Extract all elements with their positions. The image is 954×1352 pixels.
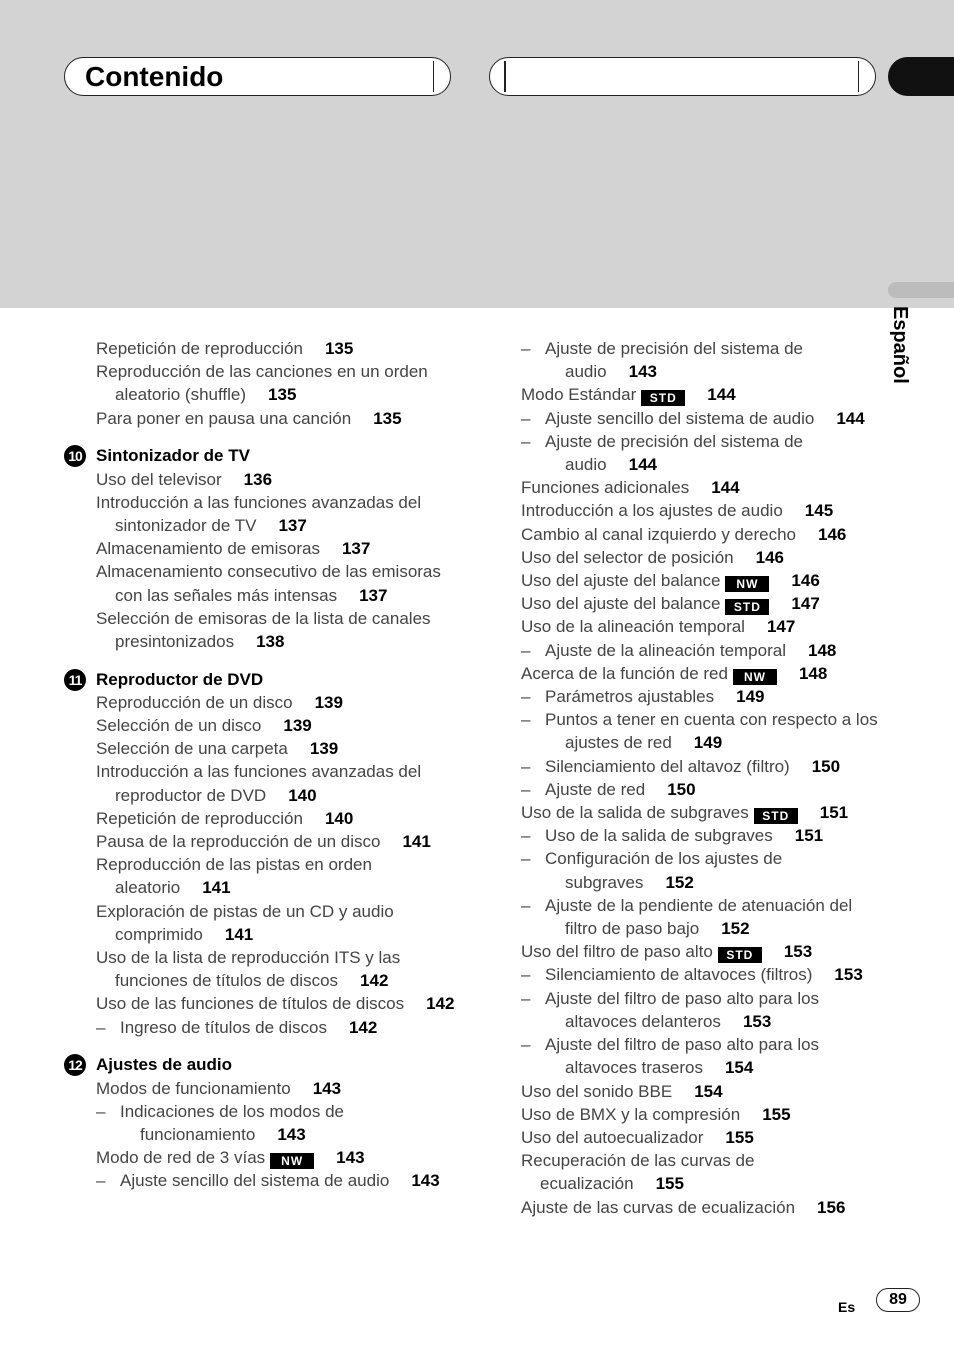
mode-badge-icon: STD <box>754 808 798 824</box>
toc-entry-text: Parámetros ajustables <box>545 687 715 707</box>
toc-entry-text: Uso de las funciones de títulos de discos <box>96 994 405 1014</box>
toc-entry-text: Ajuste de la alineación temporal <box>545 640 786 660</box>
toc-entry <box>96 830 464 853</box>
toc-subentry <box>521 337 881 383</box>
mode-badge-icon: STD <box>641 390 685 406</box>
mode-badge-icon: STD <box>725 599 769 615</box>
toc-page-number: 135 <box>268 385 297 405</box>
toc-entry-text: Uso del filtro de paso alto <box>521 942 713 962</box>
toc-subentry <box>521 708 881 754</box>
toc-page-number: 147 <box>791 594 820 614</box>
dash-marker: – <box>521 710 531 730</box>
toc-entry <box>96 853 464 899</box>
toc-page-number: 151 <box>819 803 849 823</box>
toc-page-number: 144 <box>711 478 740 498</box>
toc-page-number: 155 <box>655 1174 684 1194</box>
toc-entry-text: Ajuste de red <box>545 779 646 799</box>
toc-subentry <box>521 963 881 986</box>
page-title: Contenido <box>85 61 224 92</box>
toc-page-number: 140 <box>288 785 317 805</box>
toc-entry-text: Ajuste de precisión del sistema de audio <box>545 339 803 382</box>
toc-entry <box>96 946 464 992</box>
toc-entry-text: Para poner en pausa una canción <box>96 408 352 428</box>
frame-divider <box>504 61 506 92</box>
toc-entry <box>521 1196 881 1219</box>
toc-page-number: 137 <box>278 515 307 535</box>
toc-entry <box>521 801 881 824</box>
toc-entry-text: Reproducción de un disco <box>96 692 293 712</box>
toc-subentry <box>521 894 881 940</box>
toc-page-number: 144 <box>628 455 657 475</box>
blank-frame <box>489 57 876 96</box>
toc-entry-text: Selección de emisoras de la lista de canales presintonizados <box>96 608 431 651</box>
toc-entry <box>96 691 464 714</box>
section-number-badge: 10 <box>64 445 86 467</box>
mode-badge-icon: STD <box>718 947 762 963</box>
toc-page-number: 141 <box>202 878 231 898</box>
toc-subentry <box>96 1169 464 1192</box>
toc-page-number: 153 <box>742 1011 772 1031</box>
toc-entry <box>96 807 464 830</box>
toc-entry-text: Uso del selector de posición <box>521 547 734 567</box>
toc-page-number: 156 <box>817 1197 846 1217</box>
dash-marker: – <box>521 826 531 846</box>
dash-marker: – <box>521 687 531 707</box>
toc-page-number: 152 <box>665 872 694 892</box>
toc-entry-text: Repetición de reproducción <box>96 808 303 828</box>
toc-entry-text: Uso del ajuste del balance <box>521 594 721 614</box>
footer-page-number: 89 <box>876 1288 920 1312</box>
mode-badge-icon: NW <box>733 669 777 685</box>
toc-entry <box>96 491 464 537</box>
toc-entry-text: Ajuste de la pendiente de atenuación del filtro de paso bajo <box>545 895 853 939</box>
language-tab-marker <box>888 282 954 298</box>
toc-subentry <box>521 407 881 430</box>
section-title: Sintonizador de TV <box>96 446 250 466</box>
toc-entry <box>521 1080 881 1103</box>
toc-entry-text: Introducción a los ajustes de audio <box>521 501 783 521</box>
toc-entry <box>96 1146 464 1169</box>
toc-entry-text: Cambio al canal izquierdo y derecho <box>521 524 796 544</box>
toc-entry <box>521 546 881 569</box>
toc-entry-text: Introducción a las funciones avanzadas del sintonizador de TV <box>96 492 422 535</box>
toc-page-number: 155 <box>725 1127 754 1147</box>
toc-entry-text: Uso de la alineación temporal <box>521 617 745 637</box>
toc-page-number: 149 <box>736 687 765 707</box>
chapter-tab <box>888 57 954 96</box>
toc-entry <box>521 499 881 522</box>
dash-marker: – <box>521 640 531 660</box>
toc-page-number: 138 <box>256 631 285 651</box>
toc-entry <box>521 569 881 592</box>
toc-entry-text: Acerca de la función de red <box>521 663 728 683</box>
dash-marker: – <box>521 1035 531 1055</box>
toc-entry-text: Uso del televisor <box>96 469 222 489</box>
toc-entry <box>96 1077 464 1100</box>
toc-entry-text: Uso de la salida de subgraves <box>545 826 773 846</box>
toc-entry-text: Reproducción de las canciones en un orden aleatorio (shuffle) <box>96 362 428 405</box>
toc-page-number: 143 <box>312 1078 342 1098</box>
toc-subentry <box>521 685 881 708</box>
toc-entry-text: Selección de una carpeta <box>96 739 288 759</box>
toc-subentry <box>521 1033 881 1079</box>
toc-entry <box>96 337 464 360</box>
toc-entry-text: Ajuste sencillo del sistema de audio <box>545 408 815 428</box>
toc-entry <box>96 537 464 560</box>
toc-entry <box>521 592 881 615</box>
toc-right-column <box>521 337 881 1219</box>
toc-page-number: 139 <box>309 739 339 759</box>
toc-page-number: 150 <box>667 779 696 799</box>
frame-divider <box>858 61 860 92</box>
toc-subentry <box>521 639 881 662</box>
toc-entry <box>521 615 881 638</box>
toc-page-number: 153 <box>783 942 813 962</box>
footer-language-code: Es <box>838 1299 856 1315</box>
toc-entry <box>96 714 464 737</box>
toc-entry-text: Uso del ajuste del balance <box>521 571 721 591</box>
toc-section <box>64 1053 464 1192</box>
dash-marker: – <box>521 965 531 985</box>
dash-marker: – <box>521 895 531 915</box>
toc-entry-text: Ajuste del filtro de paso alto para los altavoces delanteros <box>545 988 820 1031</box>
toc-entry <box>96 992 464 1015</box>
toc-entry <box>96 407 464 430</box>
toc-page-number: 143 <box>628 362 657 382</box>
dash-marker: – <box>521 849 531 869</box>
toc-subentry <box>521 847 881 893</box>
toc-page-number: 143 <box>336 1148 365 1168</box>
toc-page-number: 142 <box>348 1017 378 1037</box>
toc-page-number: 141 <box>402 832 431 852</box>
toc-entry <box>521 383 881 406</box>
language-label-text: Español <box>889 306 911 384</box>
toc-entry <box>521 940 881 963</box>
toc-page-number: 153 <box>834 965 863 985</box>
toc-page-number: 151 <box>794 826 824 846</box>
dash-marker: – <box>521 779 531 799</box>
dash-marker: – <box>521 408 531 428</box>
toc-entry-text: Ajuste de las curvas de ecualización <box>521 1197 796 1217</box>
toc-entry-text: Uso de la lista de reproducción ITS y las funciones de títulos de discos <box>96 948 401 991</box>
toc-page-number: 147 <box>766 617 796 637</box>
toc-entry <box>96 560 464 606</box>
mode-badge-icon: NW <box>725 576 769 592</box>
toc-page-number: 142 <box>426 994 455 1014</box>
toc-page-number: 148 <box>798 663 828 683</box>
toc-page-number: 152 <box>721 919 750 939</box>
toc-entry-text: Ajuste del filtro de paso alto para los altavoces traseros <box>545 1035 820 1078</box>
toc-entry-text: Modo de red de 3 vías <box>96 1148 266 1168</box>
toc-entry <box>96 607 464 653</box>
toc-page-number: 155 <box>762 1104 791 1124</box>
toc-page-number: 137 <box>359 585 388 605</box>
toc-entry-text: Uso del sonido BBE <box>521 1081 673 1101</box>
toc-subentry <box>521 778 881 801</box>
toc-page-number: 145 <box>804 501 834 521</box>
section-title: Reproductor de DVD <box>96 669 264 689</box>
frame-divider <box>433 61 435 92</box>
toc-entry-text: Indicaciones de los modos de funcionamiento <box>120 1101 344 1144</box>
toc-entry <box>96 900 464 946</box>
toc-page-number: 141 <box>224 924 254 944</box>
toc-entry-text: Recuperación de las curvas de ecualización <box>521 1151 755 1194</box>
toc-page-number: 148 <box>807 640 837 660</box>
toc-left-column <box>64 337 464 1193</box>
dash-marker: – <box>96 1101 106 1121</box>
toc-page-number: 150 <box>811 756 841 776</box>
section-title: Ajustes de audio <box>96 1055 233 1075</box>
toc-entry-text: Exploración de pistas de un CD y audio comprimido <box>96 901 394 944</box>
header-banner <box>0 0 954 308</box>
toc-page-number: 154 <box>694 1081 723 1101</box>
toc-entry-text: Introducción a las funciones avanzadas del reproductor de DVD <box>96 762 422 805</box>
mode-badge-icon: NW <box>270 1153 314 1169</box>
toc-entry-text: Almacenamiento de emisoras <box>96 539 320 559</box>
toc-entry <box>521 662 881 685</box>
toc-entry <box>521 523 881 546</box>
toc-entry-text: Repetición de reproducción <box>96 339 303 358</box>
toc-entry-text: Funciones adicionales <box>521 478 690 498</box>
toc-entry-text: Silenciamiento del altavoz (filtro) <box>545 756 790 776</box>
toc-entry <box>96 760 464 806</box>
toc-section <box>64 337 464 430</box>
dash-marker: – <box>96 1017 106 1037</box>
language-label <box>889 306 933 416</box>
toc-entry-text: Modo Estándar <box>521 385 637 405</box>
toc-subentry <box>96 1100 464 1146</box>
toc-page-number: 149 <box>693 733 723 753</box>
dash-marker: – <box>521 988 531 1008</box>
toc-entry-text: Uso de la salida de subgraves <box>521 803 749 823</box>
toc-page-number: 146 <box>818 524 847 544</box>
toc-page-number: 135 <box>324 339 354 358</box>
toc-page-number: 136 <box>243 469 273 489</box>
toc-entry-text: Silenciamiento de altavoces (filtros) <box>545 965 813 985</box>
toc-page-number: 139 <box>283 716 312 736</box>
toc-subentry <box>521 987 881 1033</box>
toc-page-number: 146 <box>791 571 820 591</box>
toc-page-number: 144 <box>836 408 865 428</box>
toc-entry-text: Ingreso de títulos de discos <box>120 1017 327 1037</box>
toc-entry-text: Ajuste sencillo del sistema de audio <box>120 1171 390 1191</box>
toc-entry <box>521 1149 881 1195</box>
toc-page-number: 143 <box>411 1171 440 1191</box>
toc-entry <box>521 476 881 499</box>
toc-entry-text: Configuración de los ajustes de subgraves <box>545 849 783 892</box>
toc-subentry <box>521 824 881 847</box>
toc-page-number: 154 <box>724 1058 754 1078</box>
toc-page-number: 135 <box>373 408 402 428</box>
toc-subentry <box>96 1016 464 1039</box>
toc-section <box>64 668 464 1039</box>
section-number-badge: 12 <box>64 1054 86 1076</box>
dash-marker: – <box>521 756 531 776</box>
section-number-badge: 11 <box>64 669 86 691</box>
toc-page-number: 137 <box>341 539 371 559</box>
toc-entry-text: Selección de un disco <box>96 716 262 736</box>
dash-marker: – <box>521 339 531 358</box>
toc-page-number: 143 <box>277 1125 306 1144</box>
toc-page-number: 142 <box>360 971 389 991</box>
toc-section <box>64 444 464 653</box>
toc-entry-text: Pausa de la reproducción de un disco <box>96 832 381 852</box>
toc-entry-text: Ajuste de precisión del sistema de audio <box>545 431 803 475</box>
toc-entry-text: Uso de BMX y la compresión <box>521 1104 741 1124</box>
toc-entry-text: Uso del autoecualizador <box>521 1127 704 1147</box>
toc-page-number: 144 <box>707 385 736 405</box>
toc-entry-text: Almacenamiento consecutivo de las emisoras con las señales más intensas <box>96 562 441 605</box>
toc-entry <box>96 360 464 406</box>
toc-entry-text: Puntos a tener en cuenta con respecto a los ajustes de red <box>545 710 878 753</box>
toc-entry <box>96 468 464 491</box>
toc-page-number: 140 <box>324 808 354 828</box>
dash-marker: – <box>96 1171 106 1191</box>
toc-entry-text: Modos de funcionamiento <box>96 1078 291 1098</box>
toc-entry <box>96 737 464 760</box>
title-frame <box>64 57 451 96</box>
toc-subentry <box>521 430 881 476</box>
toc-page-number: 146 <box>755 547 784 567</box>
dash-marker: – <box>521 431 531 451</box>
toc-entry <box>521 1126 881 1149</box>
toc-page-number: 139 <box>314 692 343 712</box>
toc-entry <box>521 1103 881 1126</box>
toc-entry-text: Reproducción de las pistas en orden aleatorio <box>96 855 372 898</box>
toc-subentry <box>521 755 881 778</box>
